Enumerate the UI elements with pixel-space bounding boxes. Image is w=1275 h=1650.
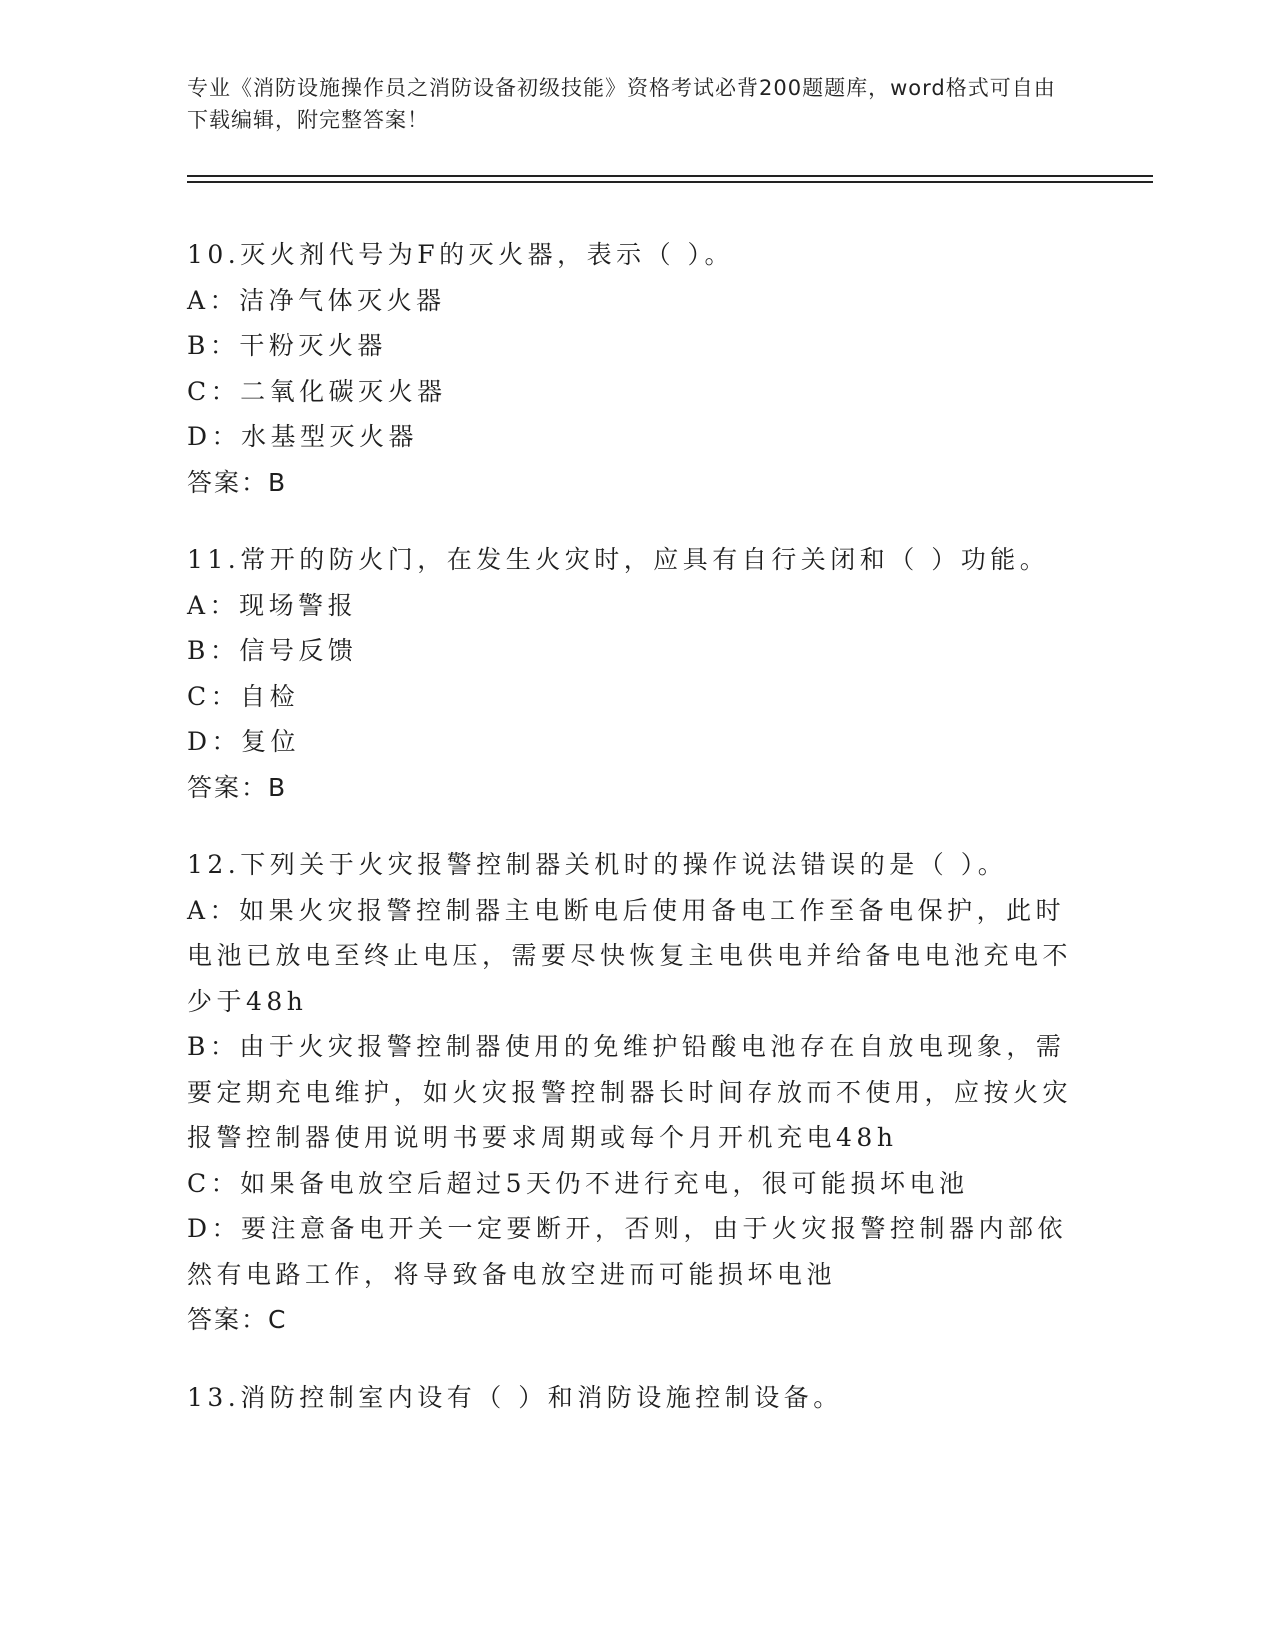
option-letter: A：: [187, 895, 240, 925]
option-letter: C：: [187, 1168, 241, 1198]
option-letter: C：: [187, 681, 241, 711]
question-list: [187, 232, 1077, 1452]
option-b: [187, 323, 1077, 369]
option-letter: B：: [187, 636, 240, 665]
option-text: 现场警报: [239, 590, 358, 620]
option-a: [187, 583, 1077, 629]
answer-line: 答案：B: [187, 467, 288, 497]
question-stem: 13.消防控制室内设有（ ）和消防设施控制设备。: [187, 1382, 843, 1412]
question-10: [187, 232, 1077, 505]
option-text: 自检: [240, 681, 300, 711]
option-b: [187, 628, 1077, 674]
option-letter: A：: [187, 285, 240, 315]
question-stem: 11.常开的防火门，在发生火灾时，应具有自行关闭和（ ）功能。: [187, 545, 1050, 574]
option-d: [187, 719, 1077, 765]
option-text: 复位: [241, 727, 301, 756]
option-text: 要注意备电开关一定要断开，否则，由于火灾报警控制器内部依然有电路工作，将导致备电放空进而可能损坏电池: [187, 1214, 1068, 1289]
option-text: 由于火灾报警控制器使用的免维护铅酸电池存在自放电现象，需要定期充电维护，如火灾报警控制器长时间存放而不使用，应按火灾报警控制器使用说明书要求周期或每个月开机充电48h: [187, 1032, 1073, 1152]
option-a: [187, 888, 1077, 1025]
question-stem: 12.下列关于火灾报警控制器关机时的操作说法错误的是（ ）。: [187, 850, 1008, 879]
question-11: [187, 537, 1077, 810]
option-text: 洁净气体灭火器: [239, 285, 446, 315]
question-12: [187, 842, 1077, 1343]
option-text: 二氧化碳灭火器: [240, 376, 447, 406]
option-letter: B：: [187, 1032, 240, 1061]
option-text: 如果火灾报警控制器主电断电后使用备电工作至备电保护，此时电池已放电至终止电压，需要尽快恢复主电供电并给备电电池充电不少于48h: [187, 895, 1073, 1016]
document-header: 专业《消防设施操作员之消防设备初级技能》资格考试必背200题题库，word格式可自由下载编辑，附完整答案！: [187, 76, 1056, 132]
option-text: 信号反馈: [239, 636, 358, 665]
answer-line: 答案：B: [187, 772, 288, 802]
option-letter: B：: [187, 331, 240, 360]
option-letter: C：: [187, 376, 241, 406]
header-divider-top: [187, 175, 1153, 177]
header-divider-bottom: [187, 181, 1153, 183]
answer-line: 答案：C: [187, 1305, 288, 1334]
question-13: [187, 1375, 1077, 1421]
option-text: 如果备电放空后超过5天仍不进行充电，很可能损坏电池: [240, 1168, 969, 1198]
question-stem: 10.灭火剂代号为F的灭火器，表示（ ）。: [187, 240, 735, 269]
option-b: [187, 1024, 1077, 1161]
option-c: [187, 674, 1077, 720]
option-letter: D：: [187, 422, 242, 451]
option-d: [187, 1206, 1077, 1297]
option-text: 干粉灭火器: [239, 331, 387, 360]
option-letter: D：: [187, 1214, 242, 1243]
option-c: [187, 369, 1077, 415]
option-text: 水基型灭火器: [241, 422, 419, 451]
option-letter: D：: [187, 727, 242, 756]
option-d: [187, 414, 1077, 460]
option-c: [187, 1161, 1077, 1207]
option-letter: A：: [187, 590, 240, 620]
option-a: [187, 278, 1077, 324]
